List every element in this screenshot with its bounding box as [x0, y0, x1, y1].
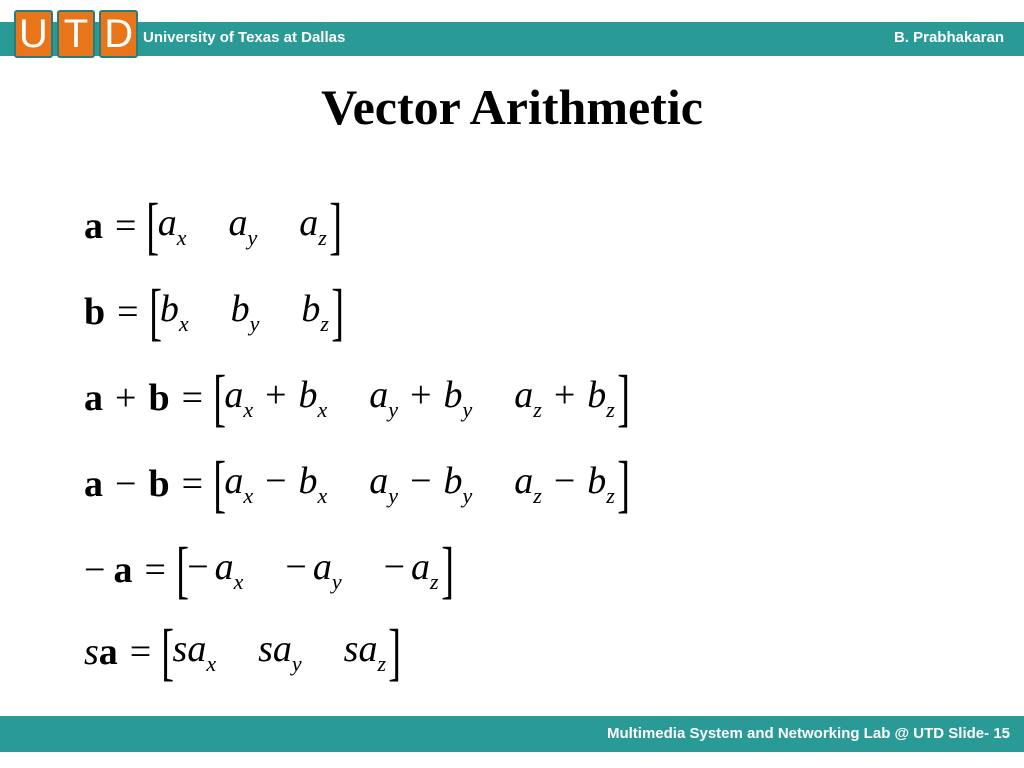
eq2-s1: x [178, 311, 189, 336]
eq1-s1: x [176, 225, 187, 250]
eq5-equals: = [144, 549, 166, 591]
eq5-lhs: a [113, 549, 133, 591]
eq4-minus: − [115, 463, 137, 505]
eq4-c2: $a_y - b_y$ [369, 460, 473, 508]
eq6-c2: $sa_y$ [258, 628, 302, 676]
eq5-open-bracket: [ [176, 534, 189, 605]
eq1-open-bracket: [ [146, 190, 160, 261]
eq6-scalar: s [84, 631, 99, 673]
equation-scalar-times-a [84, 616, 402, 687]
header-university: University of Texas at Dallas [143, 29, 346, 46]
equation-a [84, 190, 342, 261]
equation-a-minus-b [84, 448, 630, 519]
eq2-open-bracket: [ [148, 276, 162, 347]
eq2-lhs: b [84, 291, 106, 333]
eq5-c2: − $a_y$ [285, 546, 342, 594]
eq3-c1: $a_x + b_x$ [224, 374, 328, 422]
equation-negative-a [84, 534, 454, 605]
eq6-open-bracket: [ [161, 616, 175, 687]
eq4-c3: $a_z - b_z$ [514, 460, 615, 508]
eq4-equals: = [181, 463, 204, 505]
eq2-close-bracket: ] [331, 276, 345, 347]
eq1-s3: z [318, 225, 327, 250]
eq4-close-bracket: ] [617, 448, 630, 519]
eq6-c3: $sa_z$ [343, 628, 387, 676]
eq6-close-bracket: ] [388, 616, 402, 687]
eq4-c1: $a_x - b_x$ [224, 460, 328, 508]
eq2-equals: = [117, 291, 139, 333]
eq3-lhs-b: b [148, 377, 170, 419]
logo-letter-u: U [14, 10, 53, 58]
header-author: B. Prabhakaran [893, 29, 1004, 46]
eq2-s3: z [320, 311, 329, 336]
eq1-lhs: a [84, 205, 103, 247]
eq5-c1: − $a_x$ [187, 546, 244, 594]
eq3-c3: $a_z + b_z$ [514, 374, 615, 422]
eq2-c2: b [230, 288, 250, 330]
equation-a-plus-b [84, 362, 630, 433]
eq1-c1: a [157, 202, 177, 244]
eq4-open-bracket: [ [213, 448, 227, 519]
eq1-s2: y [247, 225, 258, 250]
utd-logo [14, 10, 138, 56]
eq1-c2: a [228, 202, 248, 244]
logo-letter-t: T [57, 10, 96, 58]
eq3-c2: $a_y + b_y$ [369, 374, 473, 422]
eq3-equals: = [181, 377, 204, 419]
eq5-neg: − [84, 549, 106, 591]
eq1-close-bracket: ] [329, 190, 342, 261]
eq2-s2: y [249, 311, 260, 336]
eq4-lhs-a: a [84, 463, 103, 505]
eq6-equals: = [129, 631, 152, 673]
eq3-close-bracket: ] [617, 362, 630, 433]
eq4-lhs-b: b [148, 463, 170, 505]
footer-text: Multimedia System and Networking Lab @ UTD Slide- 15 [606, 725, 1010, 742]
eq3-plus: + [115, 377, 137, 419]
slide-title: Vector Arithmetic [321, 79, 703, 135]
eq5-close-bracket: ] [440, 534, 454, 605]
equation-b [84, 276, 345, 347]
eq6-c1: $sa_x$ [172, 628, 217, 676]
eq5-c3: − $a_z$ [383, 546, 439, 594]
eq1-equals: = [115, 205, 137, 247]
eq2-c3: b [301, 288, 321, 330]
eq2-c1: b [159, 288, 179, 330]
eq6-lhs: a [98, 631, 118, 673]
eq3-open-bracket: [ [213, 362, 227, 433]
logo-letter-d: D [99, 10, 138, 58]
eq3-lhs-a: a [84, 377, 103, 419]
eq1-c3: a [299, 202, 319, 244]
